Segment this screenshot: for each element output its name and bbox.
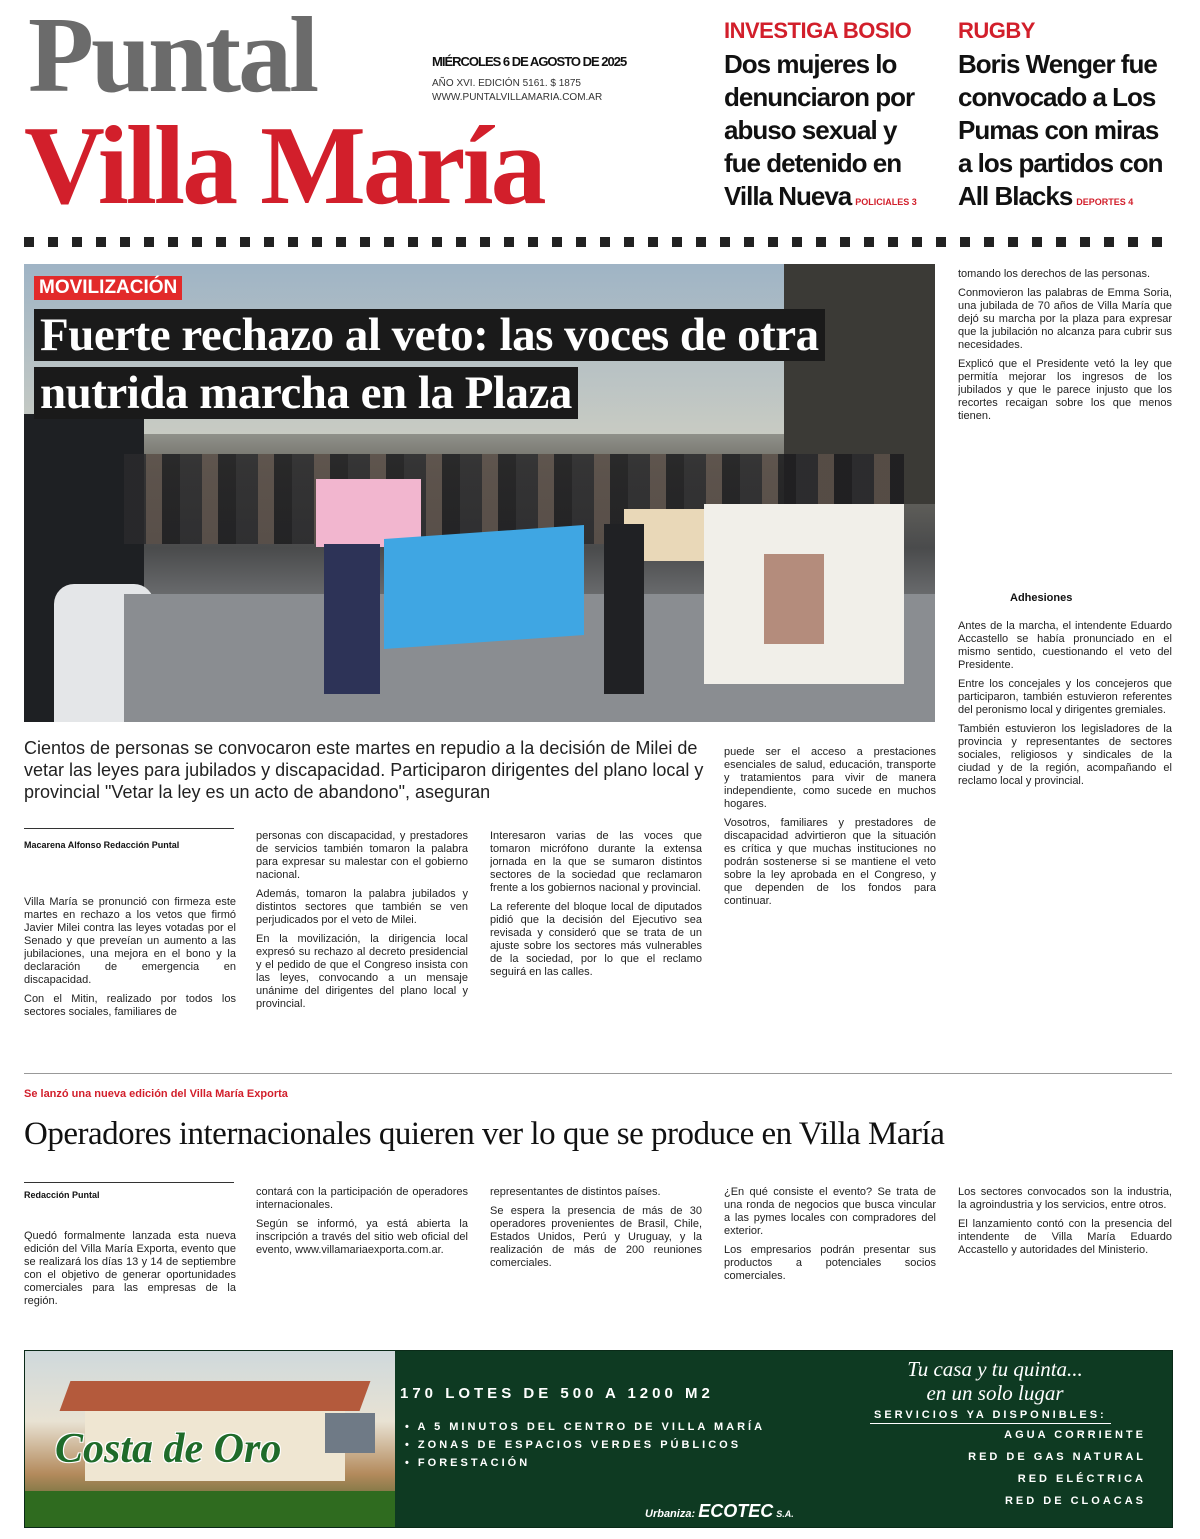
masthead-title-puntal: Puntal — [28, 0, 317, 115]
house-window — [325, 1413, 375, 1453]
lead-byline: Macarena Alfonso Redacción Puntal — [24, 840, 180, 850]
byline-rule — [24, 1182, 234, 1183]
teaser-section-ref: POLICIALES 3 — [855, 197, 917, 207]
lead-column-2: personas con discapacidad, y prestadores de servicios también tomaron la palabra para expresar su malestar con el gobierno nacional. Además, tomaron la palabra jubilados y distintos sectores que también se ven perjudicados por el veto de Milei. En la movilización, la dirigencia local expresó su rechazo al decreto presidencial y el pedido de que el Congreso insista con las leyes, convocando a un mensaje unánime del dirigentes del plano local y provincial. — [256, 830, 468, 1010]
ad-bullet-3: • FORESTACIÓN — [405, 1457, 531, 1469]
lead-subhead: Cientos de personas se convocaron este martes en repudio a la decisión de Milei de vetar las leyes para jubilados y discapacidad. Participaron dirigentes del plano local y provincial "Vetar la ley es un acto de abandono", aseguran — [24, 738, 704, 802]
ad-service-gas: RED DE GAS NATURAL — [968, 1451, 1146, 1463]
costa-de-oro-advertisement[interactable] — [24, 1350, 1173, 1528]
lead-headline[interactable]: Fuerte rechazo al veto: las voces de otra nutrida marcha en la Plaza — [34, 306, 924, 422]
lead-column-3: Interesaron varias de las voces que tomaron micrófono durante la extensa jornada en la que se sumaron distintos sectores de la sociedad que reclamaron frente a los gobiernos nacional y provincial. La referente del bloque local de diputados pidió que la decisión del Ejecutivo sea revisada y consideró que se trata de un ajuste sobre los sectores más vulnerables de la sociedad, por lo que el reclamo seguirá en las calles. — [490, 830, 702, 978]
ad-brand-logo: Costa de Oro — [55, 1426, 282, 1472]
lead-column-1: Villa María se pronunció con firmeza este martes en rechazo a los vetos que firmó Javier Milei contra las leyes votadas por el Senado y que preveían un aumento a las jubilaciones, una mejora en el bono y la declaración de emergencia en discapacidad. Con el Mitin, realizado por todos los sectores sociales, familiares de — [24, 896, 236, 1018]
teaser-kicker: RUGBY — [958, 18, 1035, 43]
second-column-3: representantes de distintos países. Se espera la presencia de más de 30 operadores provenientes de Brasil, Chile, Estados Unidos, Perú y Uruguay, y la realización de más de 200 reuniones comerciales. — [490, 1186, 702, 1269]
masthead-website: WWW.PUNTALVILLAMARIA.COM.AR — [432, 92, 603, 103]
lead-column-4: puede ser el acceso a prestaciones esenciales de salud, educación, transporte y tratamientos para vivir de manera independiente, como sucede en muchos hogares. Vosotros, familiares y prestadores de discapacidad advirtieron que la situación es crítica y que muchas instituciones no podrán sostenerse si se mantiene el veto sobre la ley aprobada en el Congreso, y que dependen de los fondos para continuar. — [724, 746, 936, 907]
teaser-headline[interactable]: Boris Wenger fue convocado a Los Pumas con miras a los partidos con All Blacks DEPORTES 4 — [958, 49, 1163, 211]
ad-developer: Urbaniza: ECOTEC S.A. — [645, 1501, 794, 1521]
lawn — [25, 1491, 395, 1527]
ad-bullet-1: • A 5 MINUTOS DEL CENTRO DE VILLA MARÍA — [405, 1421, 766, 1433]
lead-column-5b: Antes de la marcha, el intendente Eduardo Accastello se había pronunciado en el mismo sentido, cuestionando el veto del Presidente. Entre los concejales y los concejeros que participaron, también estuvieron referentes del peronismo local y dirigentes gremiales. También estuvieron los legisladores de la provincia y representantes de sectores sociales, religiosos y sindicales de la ciudad y de la región, acompañando el reclamo local y provincial. — [958, 620, 1172, 787]
second-kicker: Se lanzó una nueva edición del Villa María Exporta — [24, 1088, 288, 1100]
teaser-rugby[interactable] — [958, 18, 1174, 219]
ad-lotes: 170 LOTES DE 500 A 1200 M2 — [400, 1385, 714, 1402]
teaser-investiga-bosio[interactable] — [724, 18, 938, 219]
ad-service-electric: RED ELÉCTRICA — [1017, 1473, 1146, 1485]
second-column-4: ¿En qué consiste el evento? Se trata de una ronda de negocios que busca vincular a las pymes locales con compradores del exterior. Los empresarios podrán presentar sus productos a potenciales socios comerciales. — [724, 1186, 936, 1282]
lead-subtitle-adhesiones: Adhesiones — [1010, 592, 1073, 604]
teaser-section-ref: DEPORTES 4 — [1076, 197, 1134, 207]
masthead-date: MIÉRCOLES 6 DE AGOSTO DE 2025 — [432, 54, 627, 69]
second-column-2: contará con la participación de operadores internacionales. Según se informó, ya está abierta la inscripción a través del sitio web oficial del evento, www.villamariaexporta.com.ar. — [256, 1186, 468, 1256]
ad-service-sewer: RED DE CLOACAS — [1004, 1495, 1146, 1507]
ad-service-water: AGUA CORRIENTE — [1004, 1429, 1146, 1441]
ad-slogan: Tu casa y tu quinta... en un solo lugar — [907, 1357, 1083, 1405]
ad-services-title: SERVICIOS YA DISPONIBLES: — [870, 1407, 1111, 1424]
ad-bullet-2: • ZONAS DE ESPACIOS VERDES PÚBLICOS — [405, 1439, 742, 1451]
house-roof — [60, 1381, 371, 1411]
teaser-kicker: INVESTIGA BOSIO — [724, 18, 912, 43]
teaser-headline[interactable]: Dos mujeres lo denunciaron por abuso sexual y fue detenido en Villa Nueva POLICIALES 3 — [724, 49, 917, 211]
section-rule — [24, 1073, 1172, 1074]
second-column-1: Quedó formalmente lanzada esta nueva edición del Villa María Exporta, evento que se realizará los días 13 y 14 de septiembre con el objetivo de generar oportunidades comerciales para las empresas de la región. — [24, 1230, 236, 1307]
lead-kicker: MOVILIZACIÓN — [34, 276, 182, 300]
byline-rule — [24, 828, 234, 829]
section-divider — [24, 237, 1172, 247]
second-headline[interactable]: Operadores internacionales quieren ver lo que se produce en Villa María — [24, 1116, 945, 1152]
lead-column-5: tomando los derechos de las personas. Conmovieron las palabras de Emma Soria, una jubilada de 70 años de Villa María que dejó su marcha por la plaza para expresar que la jubilación no alcanza para cubrir sus necesidades. Explicó que el Presidente vetó la ley que permitía mejorar los ingresos de los jubilados y que le parece injusto que los recortes recaigan sobre los que menos tienen. — [958, 268, 1172, 422]
second-byline: Redacción Puntal — [24, 1190, 100, 1200]
masthead-edition: AÑO XVI. EDICIÓN 5161. $ 1875 — [432, 78, 581, 89]
masthead-title-villa-maria: Villa María — [24, 104, 544, 228]
second-column-5: Los sectores convocados son la industria, la agroindustria y los servicios, entre otros. El lanzamiento contó con la presencia del intendente de Villa María Eduardo Accastello y autoridades del Ministerio. — [958, 1186, 1172, 1256]
